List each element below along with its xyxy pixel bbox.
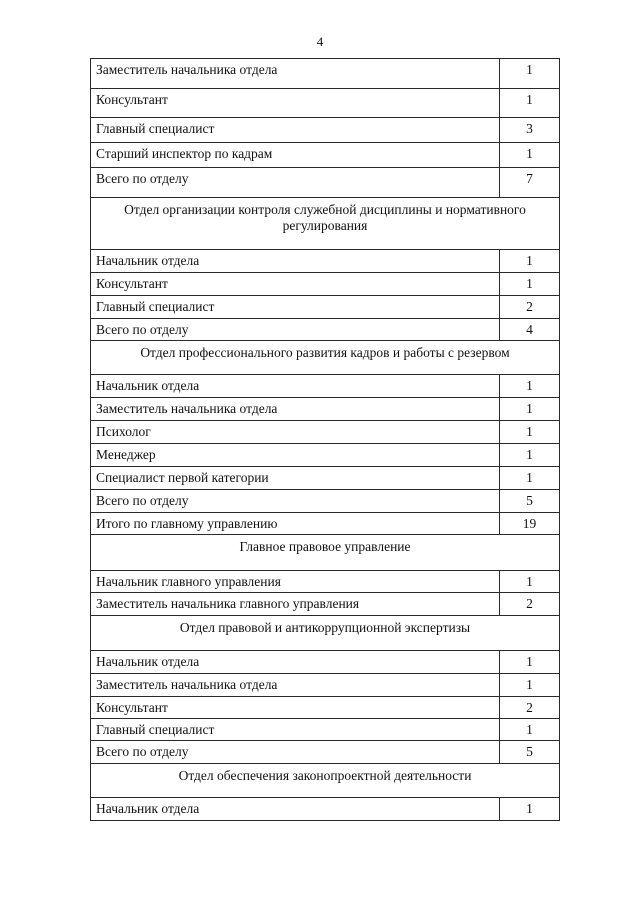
quantity-cell: 1 <box>500 798 560 821</box>
quantity-cell: 1 <box>500 375 560 398</box>
position-name-cell: Начальник отдела <box>91 375 500 398</box>
quantity-cell: 7 <box>500 168 560 198</box>
section-header-row <box>91 616 560 651</box>
position-name-cell: Главный специалист <box>91 719 500 741</box>
quantity-cell: 1 <box>500 674 560 697</box>
position-name-cell: Всего по отделу <box>91 490 500 513</box>
position-name-cell: Начальник главного управления <box>91 571 500 593</box>
table-row <box>91 398 560 421</box>
section-header-row <box>91 198 560 250</box>
quantity-cell: 5 <box>500 490 560 513</box>
table-row <box>91 697 560 719</box>
quantity-cell: 1 <box>500 651 560 674</box>
table-row <box>91 571 560 593</box>
position-name-cell: Психолог <box>91 421 500 444</box>
table-row <box>91 593 560 616</box>
table-row <box>91 89 560 118</box>
table-row <box>91 143 560 168</box>
section-header-row <box>91 341 560 375</box>
section-header-row <box>91 764 560 798</box>
section-title: Отдел организации контроля служебной дисциплины и нормативного регулирования <box>91 198 560 250</box>
table-row <box>91 741 560 764</box>
position-name-cell: Заместитель начальника отдела <box>91 674 500 697</box>
position-name-cell: Специалист первой категории <box>91 467 500 490</box>
section-title: Главное правовое управление <box>91 535 560 571</box>
position-name-cell: Заместитель начальника отдела <box>91 398 500 421</box>
quantity-cell: 2 <box>500 593 560 616</box>
quantity-cell: 1 <box>500 421 560 444</box>
quantity-cell: 2 <box>500 697 560 719</box>
position-name-cell: Консультант <box>91 273 500 296</box>
quantity-cell: 1 <box>500 467 560 490</box>
quantity-cell: 1 <box>500 571 560 593</box>
position-name-cell: Начальник отдела <box>91 250 500 273</box>
table-row <box>91 319 560 341</box>
section-title: Отдел профессионального развития кадров и работы с резервом <box>91 341 560 375</box>
quantity-cell: 3 <box>500 118 560 143</box>
position-name-cell: Всего по отделу <box>91 168 500 198</box>
table-row <box>91 798 560 821</box>
table-row <box>91 513 560 535</box>
table-row <box>91 444 560 467</box>
section-title: Отдел правовой и антикоррупционной экспертизы <box>91 616 560 651</box>
staff-table <box>90 58 560 821</box>
quantity-cell: 1 <box>500 143 560 168</box>
position-name-cell: Начальник отдела <box>91 651 500 674</box>
table-row <box>91 168 560 198</box>
position-name-cell: Менеджер <box>91 444 500 467</box>
position-name-cell: Заместитель начальника отдела <box>91 59 500 89</box>
table-row <box>91 59 560 89</box>
position-name-cell: Итого по главному управлению <box>91 513 500 535</box>
quantity-cell: 1 <box>500 273 560 296</box>
quantity-cell: 5 <box>500 741 560 764</box>
quantity-cell: 4 <box>500 319 560 341</box>
table-row <box>91 651 560 674</box>
table-row <box>91 719 560 741</box>
staff-table-body <box>91 59 560 821</box>
quantity-cell: 1 <box>500 719 560 741</box>
quantity-cell: 1 <box>500 398 560 421</box>
quantity-cell: 1 <box>500 444 560 467</box>
table-row <box>91 118 560 143</box>
position-name-cell: Консультант <box>91 697 500 719</box>
position-name-cell: Заместитель начальника главного управления <box>91 593 500 616</box>
quantity-cell: 2 <box>500 296 560 319</box>
table-row <box>91 421 560 444</box>
position-name-cell: Всего по отделу <box>91 319 500 341</box>
table-row <box>91 250 560 273</box>
quantity-cell: 1 <box>500 59 560 89</box>
position-name-cell: Главный специалист <box>91 118 500 143</box>
position-name-cell: Всего по отделу <box>91 741 500 764</box>
table-row <box>91 273 560 296</box>
position-name-cell: Консультант <box>91 89 500 118</box>
table-row <box>91 375 560 398</box>
quantity-cell: 1 <box>500 250 560 273</box>
position-name-cell: Начальник отдела <box>91 798 500 821</box>
quantity-cell: 1 <box>500 89 560 118</box>
table-row <box>91 467 560 490</box>
section-title: Отдел обеспечения законопроектной деятельности <box>91 764 560 798</box>
position-name-cell: Главный специалист <box>91 296 500 319</box>
section-header-row <box>91 535 560 571</box>
table-row <box>91 674 560 697</box>
page-number: 4 <box>316 34 324 49</box>
table-row <box>91 490 560 513</box>
quantity-cell: 19 <box>500 513 560 535</box>
position-name-cell: Старший инспектор по кадрам <box>91 143 500 168</box>
table-row <box>91 296 560 319</box>
